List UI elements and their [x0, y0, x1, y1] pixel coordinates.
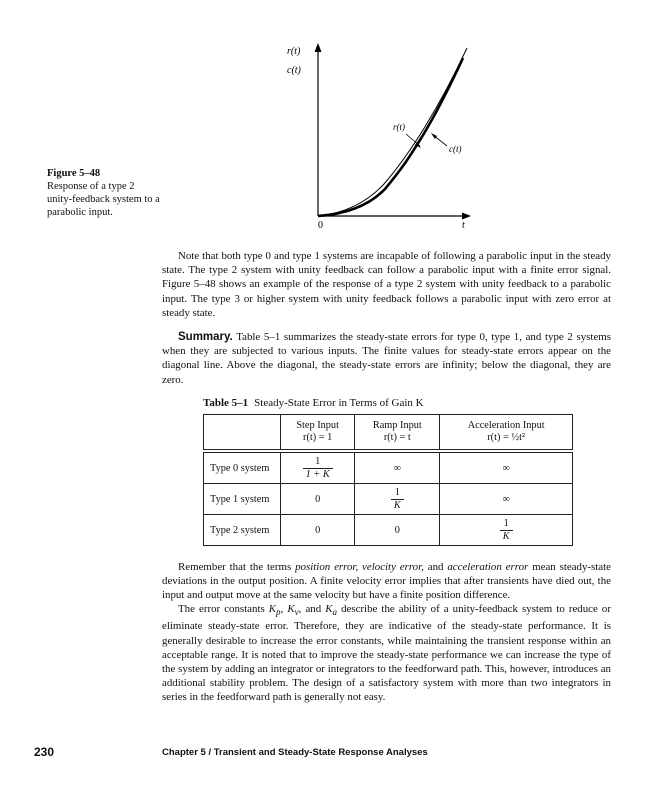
term-acceleration: acceleration error [447, 561, 529, 573]
y-label-r: r(t) [287, 46, 301, 57]
cell: 0 [281, 484, 355, 515]
summary-lead: Summary. [178, 331, 233, 343]
x-label: t [462, 220, 465, 231]
cell: 0 [281, 515, 355, 546]
x-axis-arrow [462, 213, 471, 220]
table-number: Table 5–1 [203, 397, 249, 409]
term-position-velocity: position error, velocity error, [295, 561, 424, 573]
running-head: Chapter 5 / Transient and Steady-State Response Analyses [162, 747, 428, 758]
table-title-text: Steady-State Error in Terms of Gain K [254, 397, 424, 409]
header-ramp: Ramp Input r(t) = t [355, 415, 440, 452]
figure-caption [47, 167, 162, 219]
table-row [204, 515, 573, 546]
row-label: Type 1 system [204, 484, 281, 515]
header-step: Step Input r(t) = 1 [281, 415, 355, 452]
y-label-c: c(t) [287, 65, 301, 76]
cell: $\frac{1}{K}$ [355, 484, 440, 515]
paragraph-summary [162, 330, 611, 387]
figure-caption-text: Response of a type 2 unity-feedback system to a parabolic input. [47, 181, 160, 218]
table-row [204, 451, 573, 484]
pointer-c-head [431, 133, 437, 139]
table-row [204, 484, 573, 515]
output-curve-c [318, 58, 463, 216]
header-accel: Acceleration Input r(t) = ½t² [440, 415, 573, 452]
origin-label: 0 [318, 220, 323, 231]
curve-label-c: c(t) [449, 144, 462, 154]
y-axis-arrow [315, 43, 322, 52]
cell: ∞ [355, 451, 440, 484]
cell: $\frac{1}{1 + K}$ [281, 451, 355, 484]
summary-body: Table 5–1 summarizes the steady-state errors for type 0, type 1, and type 2 systems when they are subjected to various inputs. The finite values for steady-state errors appear on the diagonal line. Above the diagonal, the steady-state errors are infinity; below the diagonal, they are zero. [162, 331, 611, 386]
page-number: 230 [34, 745, 55, 759]
cell: ∞ [440, 451, 573, 484]
paragraph-error-terms: Remember that the terms position error, velocity error, and acceleration error mean steady-state deviations in the output position. A finite velocity error implies that after transients have died out, the input and output move at the same velocity but have a finite position difference. [162, 561, 611, 602]
row-label: Type 0 system [204, 451, 281, 484]
response-plot [280, 36, 490, 232]
corner-cell [204, 415, 281, 452]
row-label: Type 2 system [204, 515, 281, 546]
table-title [203, 397, 424, 409]
steady-state-error-table [203, 414, 573, 546]
paragraph-parabolic: Note that both type 0 and type 1 systems are incapable of following a parabolic input in the steady state. The type 2 system with unity feedback can follow a parabolic input with a finite error signal. Figure 5–48 shows an example of the response of a type 2 system with unity feedback to a parabolic input. The type 3 or higher system with unity feedback follows a parabolic input with zero error at steady state. [162, 250, 611, 319]
cell: 0 [355, 515, 440, 546]
figure-label: Figure 5–48 [47, 168, 101, 179]
input-curve-r [318, 48, 467, 216]
cell: ∞ [440, 484, 573, 515]
curve-label-r: r(t) [393, 122, 405, 132]
cell: $\frac{1}{K}$ [440, 515, 573, 546]
paragraph-error-constants: The error constants $K_p$, $K_v$, and $K_a$ describe the ability of a unity-feedback system to reduce or eliminate steady-state error. Therefore, they are indicative of the steady-state performance. It is generally desirable to increase the error constants, while maintaining the transient response within an acceptable range. It is noted that to improve the steady-state performance we can increase the type of the system by adding an integrator or integrators to the feedforward path. This, however, introduces an additional stability problem. The design of a satisfactory system with more than two integrators in series in the feedforward path is generally not easy. [162, 603, 611, 704]
